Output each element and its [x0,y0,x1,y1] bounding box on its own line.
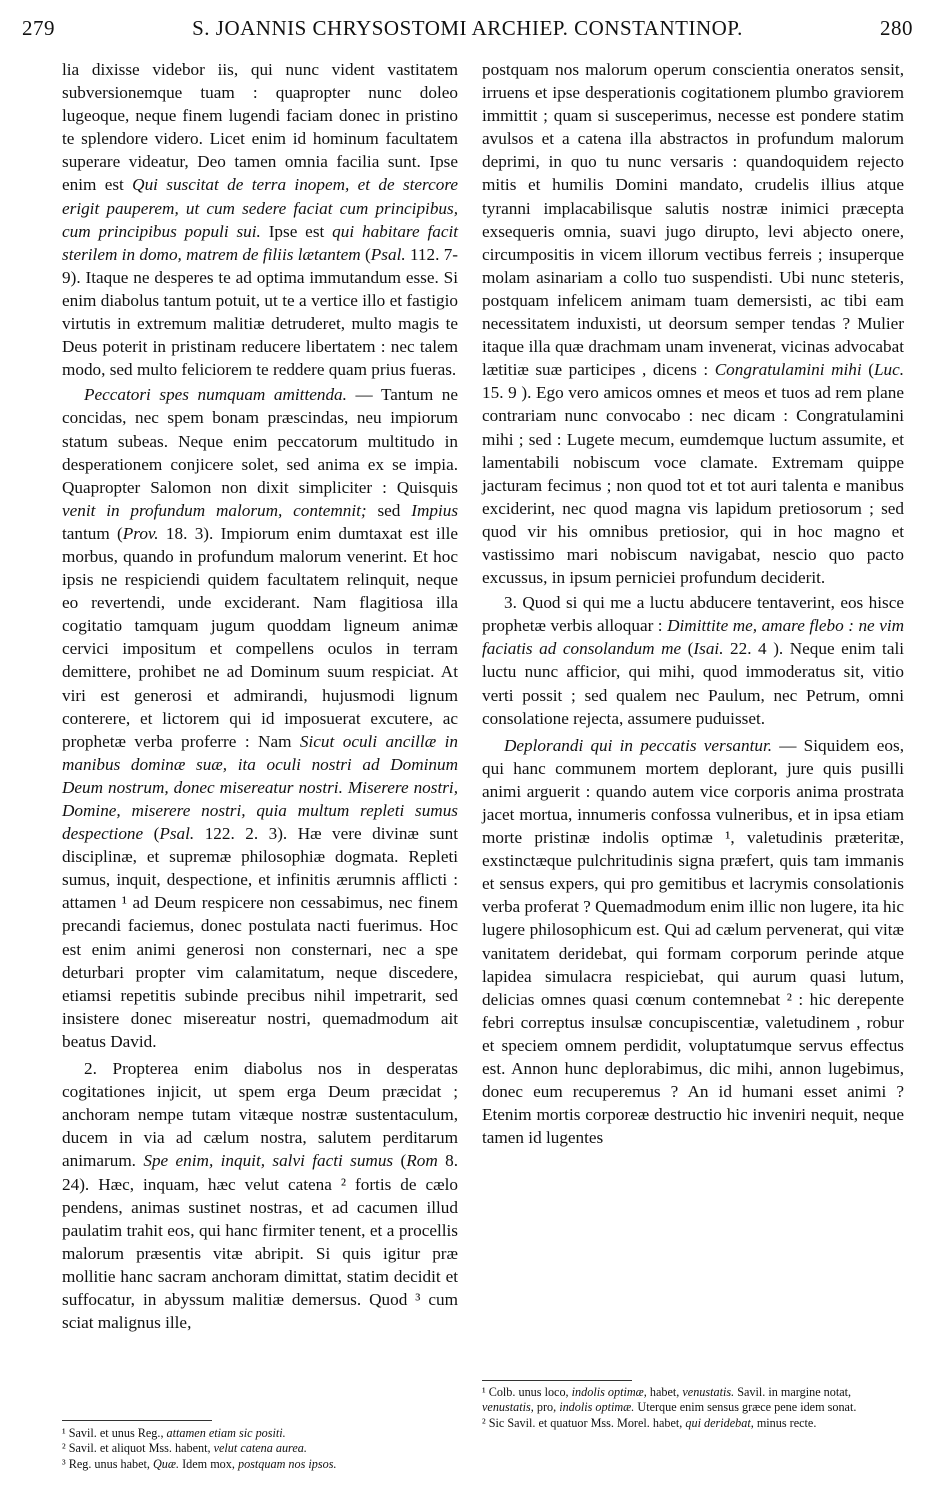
text: ¹ Savil. et unus Reg., [62,1426,164,1440]
footnote [62,1426,458,1441]
footnote [62,1441,458,1456]
citation: Isai. [693,639,724,659]
page-header [22,10,913,46]
scripture-quote: qui habitare facit sterilem in domo, matrem de filiis lætantem [62,221,459,264]
text: 8. 24). Hæc, inquam, hæc velut catena ² fortis de cælo pendens, animas sustinet nostras, et ad cacumen illud paulatim trahit eos, qui hanc firmiter tenent, et a procellis malorum præsentis vitæ abripit. Si quis igitur præ mollitie hanc sacram anchoram dimittat, statim decidit et suffocatur, in abyssum malitiæ demersus. Quod ³ cum sciat malignus ille, [62,1151,459,1333]
text: postquam nos malorum operum conscientia oneratos sensit, irruens et ipse desperationis cogitationem plumbo graviorem immittit ; quam si susceperimus, necesse est pondere statim avulsos et a catena illa abstractos in profundum malorum deprimi, in quo tu nunc versaris : quandoquidem rejecto mitis et humilis Domini mandato, crudelis illius atque tyranni implacabilisque salutis nostræ inimici præcepta exsequeris omnia, suavi jugo dirupto, levi abjecto onere, circumpositis in vicem illorum vectibus ferreis ; insuperque molam asinariam a collo tuo suspendisti. Ubi nunc steteris, postquam infelicem animam tuam demersisti, ac tibi eam necessitatem induxisti, ut deorsum semper tendas ? Mulier itaque illa quæ drachmam unam invenerat, vicinas advocabat lætitiæ suæ participes , dicens : [482,60,904,380]
page-number-left: 279 [22,15,55,40]
text: lia dixisse videbor iis, qui nunc vident vastitatem subversionemque tuam : quapropter nunc doleo lugeoque, neque finem lugendi faciam donec in pristino te splendore videro. Licet enim id hominum facultatem superare videatur, Deo tamen omnia facilia sunt. Ipse enim est [62,60,458,195]
footnote-rule [482,1380,632,1381]
text: ( [868,360,874,380]
citation-number: 112. 7-9). [62,244,459,287]
page-number-right: 280 [880,15,913,40]
text: ( [400,1151,407,1171]
text: minus recte. [756,1415,817,1430]
text: indolis optimæ, [571,1385,647,1399]
paragraph [62,1057,458,1334]
text: 122. 2. 3). Hæ vere divinæ sunt disciplinæ, et supremæ philosophiæ dogmata. Repleti sumus, inquit, despectione, et infinitis ærumnis afflicti : attamen ¹ ad Deum respicere non cessabimus, nec finem precandi faciemus, donec postulata nacti fuerimus. Hoc est enim animi generosi non consternari, nec a spe deturbari propter vim calamitatum, neque discedere, etiamsi repetitis subinde precibus nihil impetrarit, sed insistere donec misereatur nostri, quemadmodum ait beatus David. [62,824,459,1051]
paragraph [482,58,904,589]
section-heading: Peccatori spes numquam amittenda. [84,385,347,405]
scripture-quote: Sicut oculi ancillæ in manibus dominæ suæ, ita oculi nostri ad Dominum Deum nostrum, donec misereatur nostri. Miserere nostri, Domine, miserere nostri, quia multum repleti sumus despectione [62,731,458,844]
text: pro, [536,1400,557,1415]
text: Itaque ne desperes te ad optima immutandum esse. Si enim diabolus tantum potuit, ut te a vertice illo et fastigio virtutis in extremum malitiæ detruderet, multo magis te Deus poterit in pristinam reducere libertatem : nec talem modo, sed multo feliciorem te reddere quam prius fueras. [62,267,458,380]
text: Siquidem eos, qui hanc communem mortem deplorant, jure quis pusilli animi arguerit : quando autem vice corporis anima prostrata jacet mortua, innumeris confossa vulneribus, et in ipsa etiam morte pristinæ indolis optimæ ¹, valetudinis præteritæ, exstinctæque pulchritudinis signa præfert, quis tam immanis et sensus expers, qui pro gemitibus et lacrymis consolationis verba proferat ? Quemadmodum enim illic non lugere, ita hic lugere philosophicum est. Qui ad cælum pervenerat, qui vitæ vanitatem deridebat, qui formam corporum perinde atque lapidea simulacra respiciebat, qui aurum quasi lutum, delicias omnes quasi cœnum contemnebat ² : hic derepente febri correptus insulsæ concupiscentiæ, valetudinem , robur et speciem omnem perdidit, voluptatumque servus effectus est. Annon hunc deplorabimus, dic mihi, annon lugebimus, donec eum recuperemus ? An id humani esset animi ? Etenim mortis corporeæ destructio hic inveniri nequit, neque tamen id lugentes [482,735,904,1148]
scripture-quote: Qui suscitat de terra inopem, et de stercore erigit pauperem, ut cum sedere faciat cum principibus, cum principibus populi sui. [62,175,459,241]
text: Uterque enim sensus græce pene idem sonat. [637,1400,857,1415]
text: ³ Reg. unus habet, [62,1456,150,1471]
footnote [482,1385,904,1416]
text: 3. Quod si qui me a luctu abducere tentaverint, eos hisce prophetæ verbis alloquar : [482,593,904,636]
footnote [62,1457,458,1472]
text: ² Savil. et aliquot Mss. habent, [62,1441,211,1456]
text: 2. Propterea enim diabolus nos in desperatas cogitationes injicit, ut spem erga Deum præcidat ; anchoram nempe tutam vitæque nostræ sustentaculum, ducem in via ad cælum nostra, salutem perditarum animarum. [62,1059,458,1171]
text: Ipse est [268,221,325,241]
text: attamen etiam sic positi. [166,1426,286,1440]
section-heading: Deplorandi qui in peccatis versantur. [504,735,773,755]
footnote [482,1416,904,1431]
paragraph [62,383,458,1053]
text: sed [377,500,401,520]
citation: Rom [406,1151,438,1171]
scripture-quote: Dimittite me, amare flebo : ne vim faciatis ad consolandum me [482,616,905,659]
text: Savil. in margine notat, [737,1385,852,1399]
footnotes-right [482,1385,904,1431]
citation: Prov. [122,523,159,543]
citation: Luc. [873,360,905,380]
left-column [62,58,458,1334]
text: indolis optimæ. [559,1400,635,1415]
text: 22. 4 ). Neque enim tali luctu nunc afficior, qui mihi, quod immoderatus sit, vitio verti possit ; sed qualem nec Paulum, nec Petrum, omni consolatione rejecta, assumere puduisset. [482,639,905,728]
citation: Psal. [370,244,406,264]
footnotes-left [62,1426,458,1472]
scripture-quote: venit in profundum malorum, contemnit; [62,500,367,520]
dash: — [779,735,797,755]
text: ² Sic Savil. et quatuor Mss. Morel. habet, [482,1415,683,1430]
text: tantum ( [62,523,123,543]
paragraph [62,58,458,381]
text: ( [687,639,694,659]
text: 18. 3). Impiorum enim dumtaxat est ille morbus, quando in profundum malorum venerint. Et hoc ipsis ne respiciendi quidem facultatem relinquit, neque eo revertendi, unde exciderant. Nam flagitiosa illa cogitatio tamquam jugum quoddam ligneum animæ cervici impositum et compellens oculos in terram demittere, prohibet ne ad Dominum suum respiciat. At viri est generosi et admirandi, hujusmodi lignum conterere, et lictorem qui id imposuerat excutere, ac prophetæ verba proferre : Nam [62,523,459,751]
text: qui deridebat, [685,1415,754,1430]
text: Idem mox, [182,1456,235,1471]
right-column [482,58,904,1149]
text: ( [153,824,160,844]
scripture-quote: Congratulamini mihi [714,360,862,380]
text: ( [365,244,371,264]
paragraph [482,591,904,730]
running-title: S. JOANNIS CHRYSOSTOMI ARCHIEP. CONSTANTINOP. [192,15,743,40]
text: venustatis, [482,1400,534,1415]
citation: Psal. [159,824,195,844]
paragraph [482,734,904,1150]
text: postquam nos ipsos. [237,1456,337,1471]
dash: — [355,385,373,405]
text: Quæ. [152,1456,180,1471]
scripture-quote: Spe enim, inquit, salvi facti sumus [143,1151,394,1171]
text: venustatis. [682,1385,735,1399]
text: Tantum ne concidas, nec spem bonam præscindas, neu impiorum statum subeas. Neque enim peccatorum multitudo in desperationem conjicere solet, sed anima ex se impia. Quapropter Salomon non dixit simpliciter : Quisquis [62,385,458,497]
footnote-rule [62,1420,212,1421]
text: ¹ Colb. unus loco, [482,1385,569,1399]
scripture-quote: Impius [411,500,459,520]
text: velut catena aurea. [213,1441,307,1456]
text: 15. 9 ). Ego vero amicos omnes et meos et tuos ad rem plane contrariam nunc convocabo : nec dicam : Congratulamini mihi ; sed : Lugete mecum, eumdemque luctum assumite, et lamentabili nobiscum voce clamate. Extremam quippe jacturam fecimus ; non quod tot et tot auri talenta e manibus exciderint, nec quod magna vis lapidum pretiosorum ; sed quod vir his omnibus pretiosior, qui in hoc magno et vastissimo mari nobiscum navigabat, nescio quo pacto excussus, in ipsum perniciei profundum deciderit. [482,383,904,588]
text: habet, [649,1385,680,1399]
